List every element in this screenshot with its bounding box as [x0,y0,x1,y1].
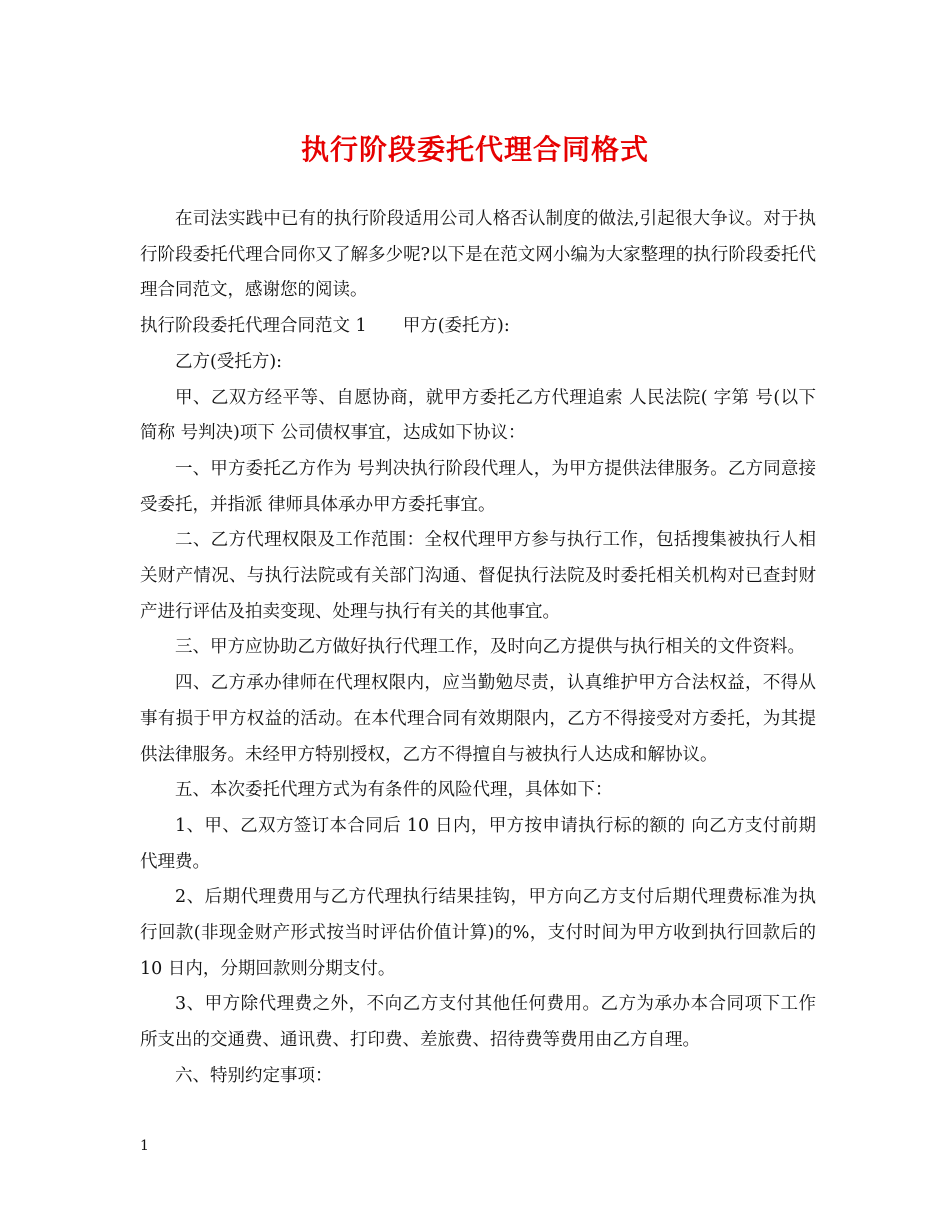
clause-paragraph: 3、甲方除代理费之外，不向乙方支付其他任何费用。乙方为承办本合同项下工作所支出的交通费、通讯费、打印费、差旅费、招待费等费用由乙方自理。 [140,994,816,1051]
clause-paragraph: 2、后期代理费用与乙方代理执行结果挂钩，甲方向乙方支付后期代理费标准为执行回款(非现金财产形式按当时评估价值计算)的%，支付时间为甲方收到执行回款后的 10 日内，分期回款则分期支付。 [140,887,816,979]
clause-paragraph: 1、甲、乙双方签订本合同后 10 日内，甲方按申请执行标的额的 向乙方支付前期代理费。 [140,815,816,872]
clause-paragraph: 五、本次委托代理方式为有条件的风险代理，具体如下： [175,780,613,801]
page-number: 1 [140,1138,149,1154]
clause-paragraph: 一、甲方委托乙方作为 号判决执行阶段代理人，为甲方提供法律服务。乙方同意接受委托，并指派 律师具体承办甲方委托事宜。 [140,458,816,515]
clause-paragraph: 六、特别约定事项： [175,1065,333,1086]
party-a-label: 甲方(委托方): [402,316,510,337]
clause-paragraph: 二、乙方代理权限及工作范围：全权代理甲方参与执行工作，包括搜集被执行人相关财产情况、与执行法院或有关部门沟通、督促执行法院及时委托相关机构对已查封财产进行评估及拍卖变现、处理与执行有关的其他事宜。 [140,530,816,622]
intro-paragraph: 在司法实践中已有的执行阶段适用公司人格否认制度的做法,引起很大争议。对于执行阶段委托代理合同你又了解多少呢?以下是在范文网小编为大家整理的执行阶段委托代理合同范文，感谢您的阅读。 [140,209,816,301]
sample-heading: 执行阶段委托代理合同范文 1 [140,316,367,337]
document-body [140,202,816,1095]
document-title: 执行阶段委托代理合同格式 [300,133,649,166]
party-b-label: 乙方(受托方): [175,351,283,372]
clause-paragraph: 三、甲方应协助乙方做好执行代理工作，及时向乙方提供与执行相关的文件资料。 [175,637,805,658]
sample-heading-line [140,309,816,345]
clause-paragraph: 四、乙方承办律师在代理权限内，应当勤勉尽责，认真维护甲方合法权益，不得从事有损于甲方权益的活动。在本代理合同有效期限内，乙方不得接受对方委托，为其提供法律服务。未经甲方特别授权，乙方不得擅自与被执行人达成和解协议。 [140,673,816,765]
clause-paragraph: 甲、乙双方经平等、自愿协商，就甲方委托乙方代理追索 人民法院( 字第 号(以下简称 号判决)项下 公司债权事宜，达成如下协议： [140,387,816,444]
